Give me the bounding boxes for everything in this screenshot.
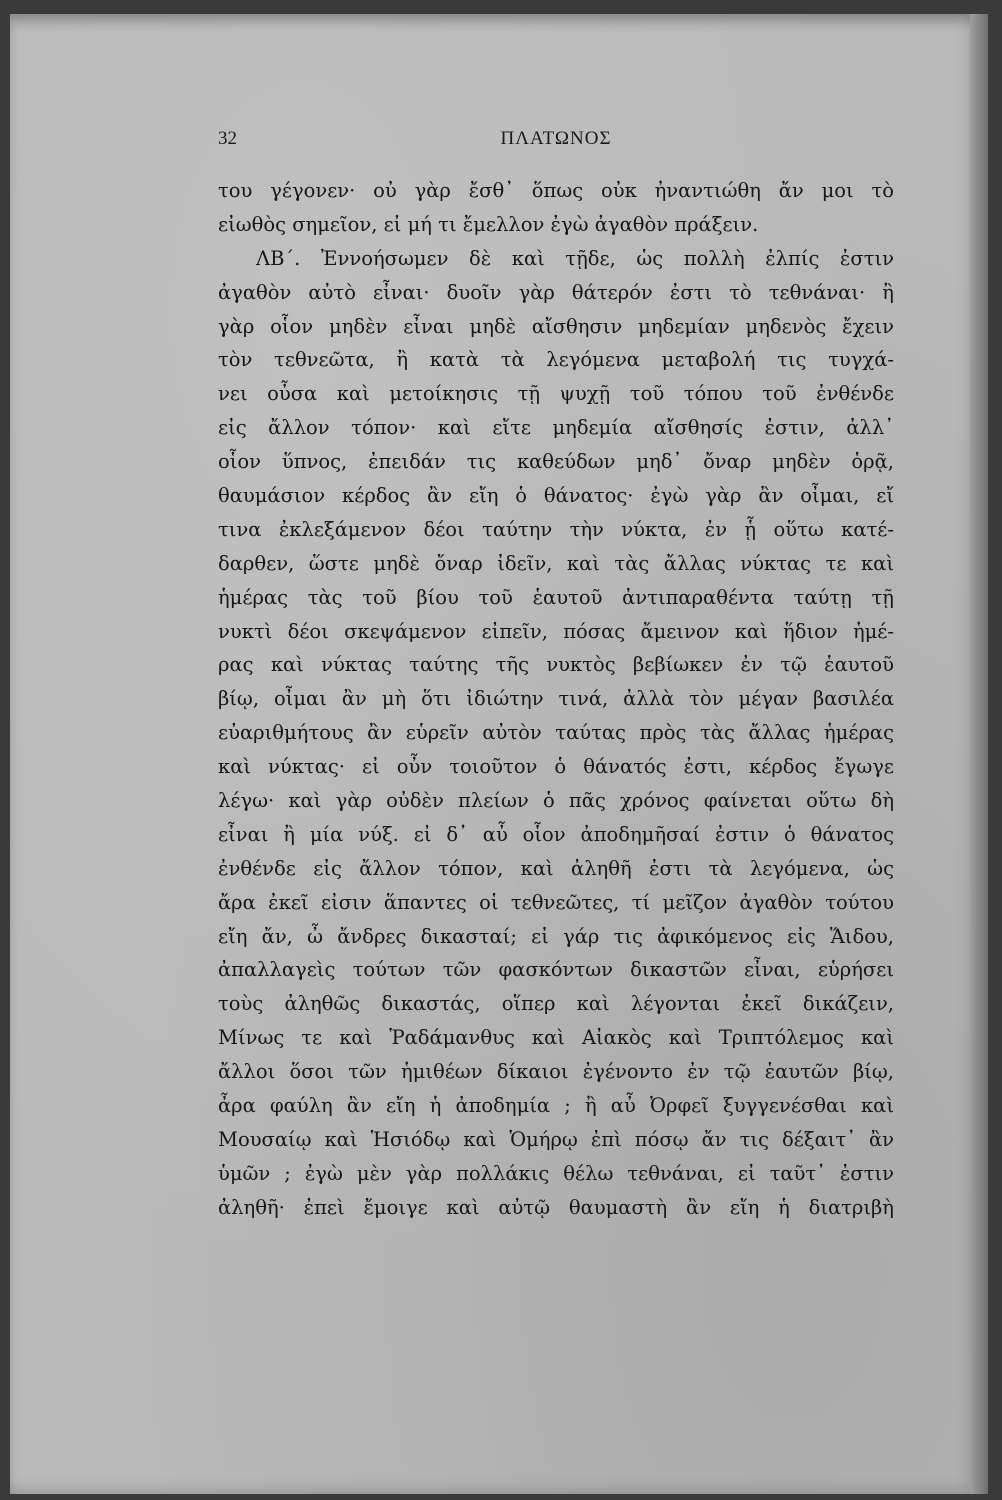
page-number: 32 [218, 128, 237, 149]
text-line: ἄρα ἐκεῖ εἰσιν ἅπαντες οἱ τεθνεῶτες, τί μεῖζον ἀγαθὸν τούτου [218, 890, 894, 914]
text-line: τινα ἐκλεξάμενον δέοι ταύτην τὴν νύκτα, ἐν ᾗ οὕτω κατέ- [218, 517, 894, 541]
text-line: ἡμέρας τὰς τοῦ βίου τοῦ ἑαυτοῦ ἀντιπαραθέντα ταύτῃ τῇ [218, 585, 894, 609]
text-line: οἷον ὕπνος, ἐπειδάν τις καθεύδων μηδ᾽ ὄναρ μηδὲν ὁρᾷ, [218, 450, 894, 474]
text-line: ἀληθῆ· ἐπεὶ ἔμοιγε καὶ αὐτῷ θαυμαστὴ ἂν εἴη ἡ διατριβὴ [218, 1195, 894, 1219]
text-line: εὐαριθμήτους ἂν εὑρεῖν αὐτὸν ταύτας πρὸς τὰς ἄλλας ἡμέρας [218, 721, 894, 745]
text-line: ὑμῶν ; ἐγὼ μὲν γὰρ πολλάκις θέλω τεθνάναι, εἰ ταῦτ᾽ ἐστιν [218, 1161, 894, 1185]
text-line: Μουσαίῳ καὶ Ἡσιόδῳ καὶ Ὁμήρῳ ἐπὶ πόσῳ ἄν τις δέξαιτ᾽ ἂν [218, 1127, 894, 1151]
text-line: ἀπαλλαγεὶς τούτων τῶν φασκόντων δικαστῶν εἶναι, εὑρήσει [218, 958, 894, 982]
body-text [218, 174, 894, 1225]
text-line: τὸν τεθνεῶτα, ἢ κατὰ τὰ λεγόμενα μεταβολή τις τυγχά- [218, 348, 894, 372]
text-line: δαρθεν, ὥστε μηδὲ ὄναρ ἰδεῖν, καὶ τὰς ἄλλας νύκτας τε καὶ [218, 551, 894, 575]
running-title: ΠΛΑΤΩΝΟΣ [500, 128, 612, 149]
text-line: νυκτὶ δέοι σκεψάμενον εἰπεῖν, πόσας ἄμεινον καὶ ἥδιον ἡμέ- [218, 619, 894, 643]
page-edge-shadow [970, 14, 988, 1494]
text-line: καὶ νύκτας· εἰ οὖν τοιοῦτον ὁ θάνατός ἐστι, κέρδος ἔγωγε [218, 755, 894, 779]
text-line: τοὺς ἀληθῶς δικαστάς, οἵπερ καὶ λέγονται ἐκεῖ δικάζειν, [218, 992, 894, 1016]
page-header [218, 128, 894, 158]
text-line: νει οὖσα καὶ μετοίκησις τῇ ψυχῇ τοῦ τόπου τοῦ ἐνθένδε [218, 382, 894, 406]
text-line: του γέγονεν· οὐ γὰρ ἔσθ᾽ ὅπως οὐκ ἠναντιώθη ἄν μοι τὸ [218, 179, 894, 202]
text-line: ἄλλοι ὅσοι τῶν ἡμιθέων δίκαιοι ἐγένοντο ἐν τῷ ἑαυτῶν βίῳ, [218, 1060, 894, 1084]
text-line: ἐνθένδε εἰς ἄλλον τόπον, καὶ ἀληθῆ ἐστι τὰ λεγόμενα, ὡς [218, 856, 894, 880]
text-line: ἆρα φαύλη ἂν εἴη ἡ ἀποδημία ; ἢ αὖ Ὀρφεῖ ξυγγενέσθαι καὶ [218, 1094, 894, 1118]
section-start-line: ΛΒ΄. Ἐννοήσωμεν δὲ καὶ τῇδε, ὡς πολλὴ ἐλπίς ἐστιν [256, 246, 894, 270]
text-line: γὰρ οἷον μηδὲν εἶναι μηδὲ αἴσθησιν μηδεμίαν μηδενὸς ἔχειν [218, 314, 894, 338]
text-line: ἀγαθὸν αὐτὸ εἶναι· δυοῖν γὰρ θάτερόν ἐστι τὸ τεθνάναι· ἢ [218, 280, 894, 304]
text-line: εἰωθὸς σημεῖον, εἰ μή τι ἔμελλον ἐγὼ ἀγαθὸν πράξειν. [218, 212, 759, 236]
text-line: λέγω· καὶ γὰρ οὐδὲν πλείων ὁ πᾶς χρόνος φαίνεται οὕτω δὴ [218, 789, 894, 813]
text-line: εἶναι ἢ μία νύξ. εἰ δ᾽ αὖ οἷον ἀποδημῆσαί ἐστιν ὁ θάνατος [218, 822, 894, 846]
text-line: βίῳ, οἶμαι ἂν μὴ ὅτι ἰδιώτην τινά, ἀλλὰ τὸν μέγαν βασιλέα [218, 687, 894, 711]
text-line: Μίνως τε καὶ Ῥαδάμανθυς καὶ Αἰακὸς καὶ Τριπτόλεμος καὶ [218, 1026, 894, 1050]
text-line: εἴη ἄν, ὦ ἄνδρες δικασταί; εἰ γάρ τις ἀφικόμενος εἰς Ἅιδου, [218, 924, 894, 948]
text-line: θαυμάσιον κέρδος ἂν εἴη ὁ θάνατος· ἐγὼ γὰρ ἂν οἶμαι, εἴ [218, 484, 894, 508]
text-line: ρας καὶ νύκτας ταύτης τῆς νυκτὸς βεβίωκεν ἐν τῷ ἑαυτοῦ [218, 653, 894, 677]
text-line: εἰς ἄλλον τόπον· καὶ εἴτε μηδεμία αἴσθησίς ἐστιν, ἀλλ᾽ [218, 416, 894, 440]
